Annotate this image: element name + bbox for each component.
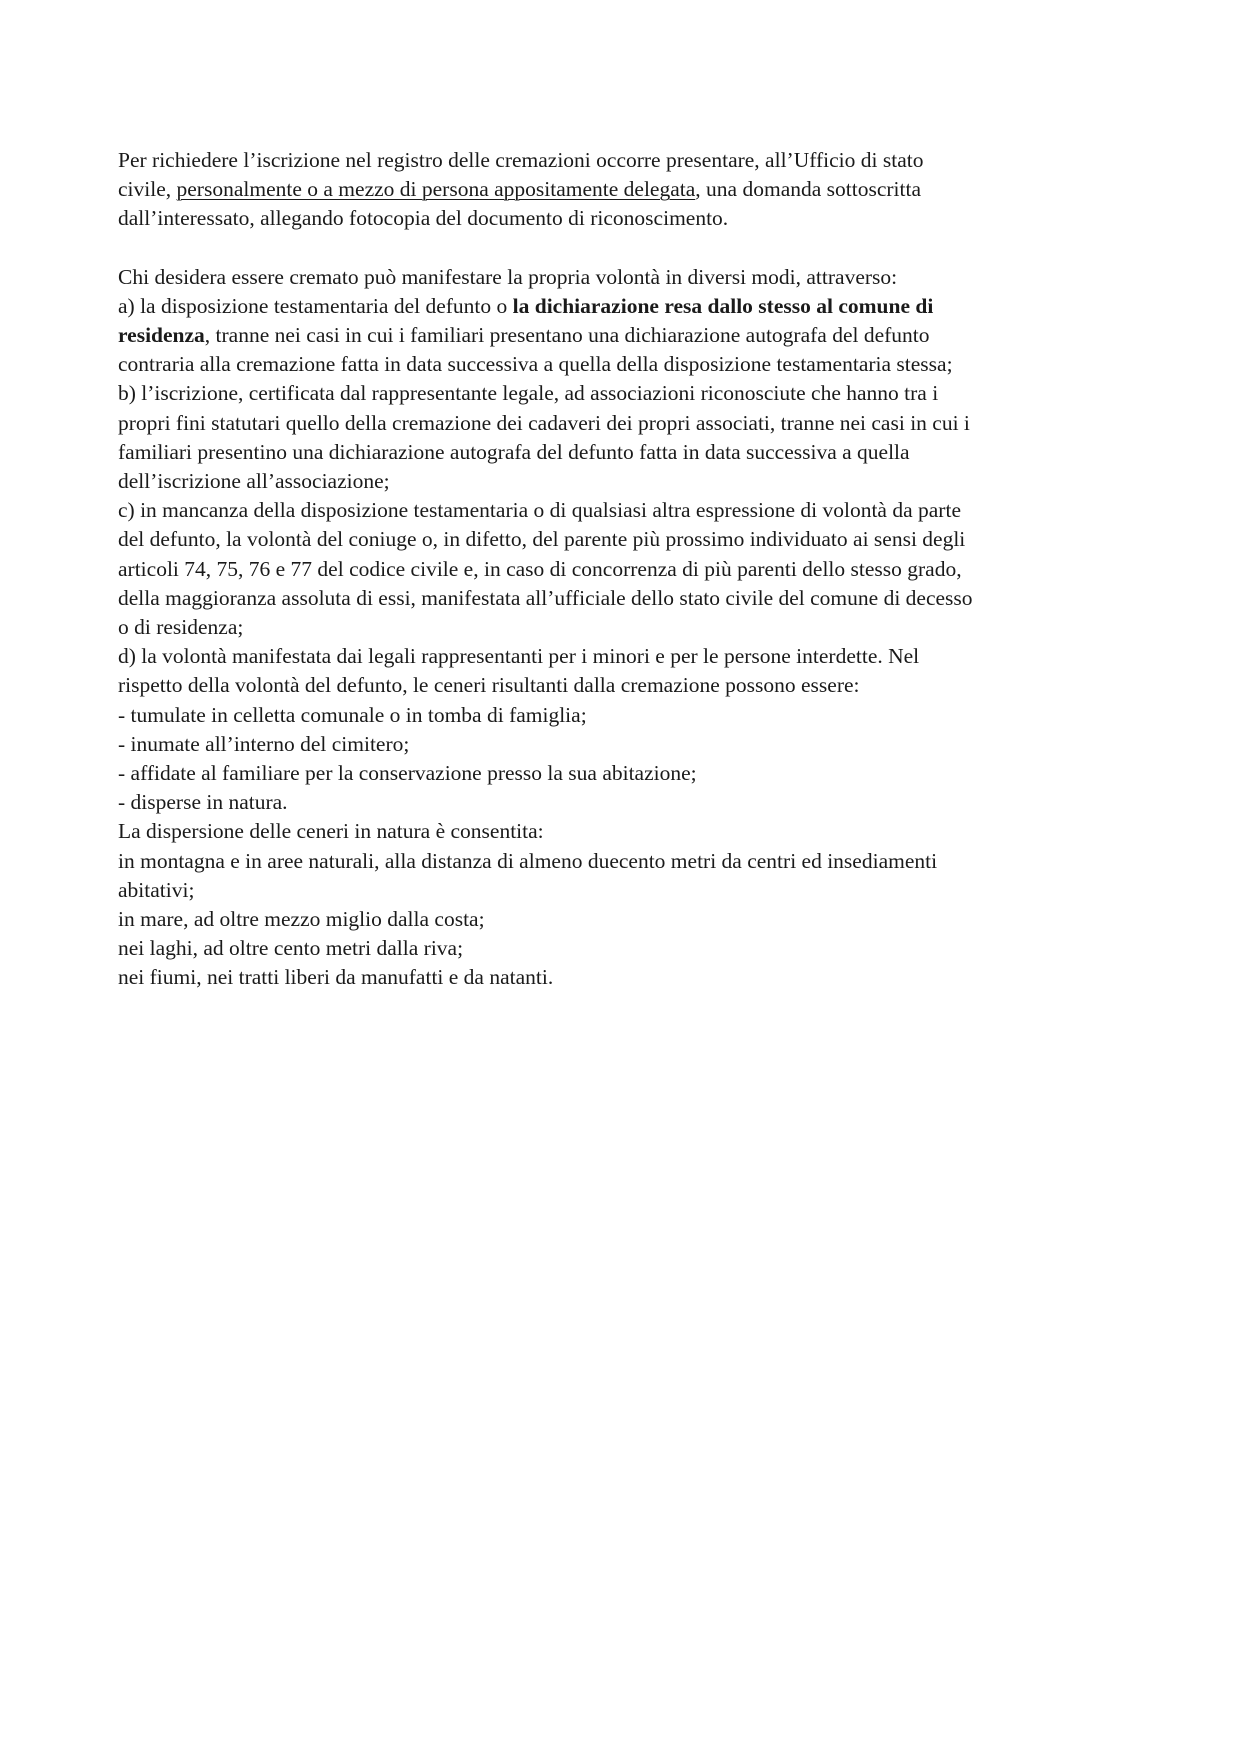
paragraph-gap: [118, 234, 1128, 263]
text-line: propri fini statutari quello della cremazione dei cadaveri dei propri associati, tranne nei casi in cui i: [118, 410, 970, 435]
text-line: rispetto della volontà del defunto, le ceneri risultanti dalla cremazione possono essere:: [118, 673, 860, 698]
text-line: d) la volontà manifestata dai legali rappresentanti per i minori e per le persone interdette. Nel: [118, 644, 920, 669]
text-line: in montagna e in aree naturali, alla distanza di almeno duecento metri da centri ed insediamenti: [118, 848, 938, 873]
text-line: o di residenza;: [118, 615, 244, 640]
paragraph-registration: [118, 146, 1128, 234]
text-span: , tranne nei casi in cui i familiari presentano una dichiarazione autografa del defunto: [204, 323, 930, 348]
text-line: articoli 74, 75, 76 e 77 del codice civile e, in caso di concorrenza di più parenti dello stesso grado,: [118, 556, 962, 581]
text-line: [118, 292, 1128, 321]
text-line: in mare, ad oltre mezzo miglio dalla costa;: [118, 907, 485, 932]
document-page: [118, 146, 1128, 993]
text-line: [118, 321, 1128, 350]
text-line: della maggioranza assoluta di essi, manifestata all’ufficiale dello stato civile del comune di decesso: [118, 585, 973, 610]
text-line: c) in mancanza della disposizione testamentaria o di qualsiasi altra espressione di volontà da parte: [118, 498, 961, 523]
text-line: nei laghi, ad oltre cento metri dalla riva;: [118, 936, 464, 961]
list-item: - tumulate in celletta comunale o in tomba di famiglia;: [118, 702, 587, 727]
text-span: civile,: [118, 177, 177, 202]
text-line: b) l’iscrizione, certificata dal rappresentante legale, ad associazioni riconosciute che hanno tra i: [118, 381, 939, 406]
list-item: - affidate al familiare per la conservazione presso la sua abitazione;: [118, 761, 697, 786]
text-line: nei fiumi, nei tratti liberi da manufatti e da natanti.: [118, 965, 554, 990]
text-line: Chi desidera essere cremato può manifestare la propria volontà in diversi modi, attraverso:: [118, 264, 898, 289]
text-line: La dispersione delle ceneri in natura è consentita:: [118, 819, 544, 844]
bold-text: la dichiarazione resa dallo stesso al comune di: [512, 293, 934, 318]
text-line: dell’iscrizione all’associazione;: [118, 469, 390, 494]
paragraph-methods: [118, 263, 1128, 993]
underlined-text: personalmente o a mezzo di persona appositamente delegata: [176, 177, 696, 202]
text-line: [118, 175, 1128, 204]
bold-text: residenza: [118, 323, 205, 348]
text-span: , una domanda sottoscritta: [695, 177, 921, 202]
list-item: - inumate all’interno del cimitero;: [118, 731, 410, 756]
text-line: del defunto, la volontà del coniuge o, in difetto, del parente più prossimo individuato ai sensi degli: [118, 527, 966, 552]
text-line: abitativi;: [118, 877, 195, 902]
text-span: a) la disposizione testamentaria del defunto o: [118, 293, 513, 318]
text-line: contraria alla cremazione fatta in data successiva a quella della disposizione testamentaria stessa;: [118, 352, 953, 377]
text-line: dall’interessato, allegando fotocopia del documento di riconoscimento.: [118, 206, 729, 231]
list-item: - disperse in natura.: [118, 790, 288, 815]
text-line: Per richiedere l’iscrizione nel registro delle cremazioni occorre presentare, all’Ufficio di stato: [118, 148, 924, 172]
text-line: familiari presentino una dichiarazione autografa del defunto fatta in data successiva a quella: [118, 439, 910, 464]
